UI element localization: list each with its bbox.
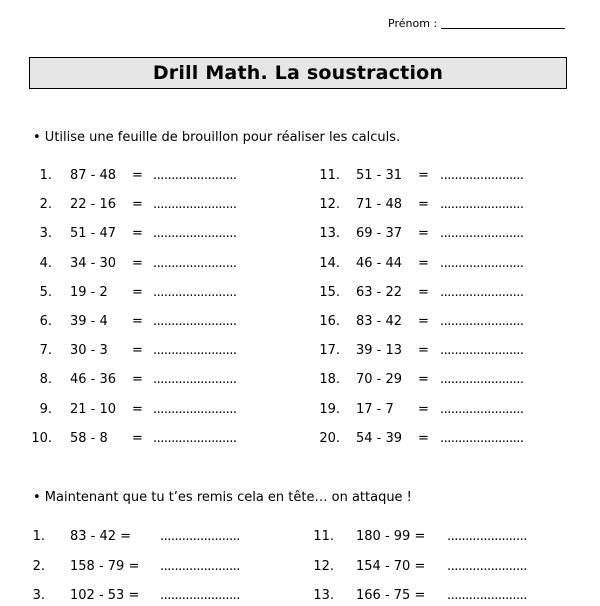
exercise-row xyxy=(0,529,600,547)
exercise-expression: 87 - 48 xyxy=(70,168,117,183)
answer-blank[interactable]: ....................... xyxy=(440,168,524,183)
exercise-number: 19. xyxy=(319,401,340,417)
exercise-expression: 39 - 4 xyxy=(70,314,108,329)
equals-sign: = xyxy=(132,284,143,300)
equals-sign: = xyxy=(418,314,429,329)
answer-blank[interactable]: ....................... xyxy=(153,284,237,300)
equals-sign: = xyxy=(418,372,429,388)
exercise-row xyxy=(0,314,600,332)
exercise-expression: 22 - 16 xyxy=(70,197,117,213)
section1-instruction: • Utilise une feuille de brouillon pour réaliser les calculs. xyxy=(33,130,401,145)
exercise-expression: 166 - 75 = xyxy=(356,588,426,603)
answer-blank[interactable]: ....................... xyxy=(440,197,524,213)
exercise-number: 11. xyxy=(313,529,334,544)
answer-blank[interactable]: ....................... xyxy=(153,372,237,388)
exercise-expression: 158 - 79 = xyxy=(70,558,140,574)
exercise-number: 10. xyxy=(31,430,52,446)
exercise-number: 14. xyxy=(319,255,340,271)
exercise-number: 2. xyxy=(39,197,52,213)
answer-blank[interactable]: ...................... xyxy=(447,558,527,574)
page-title: Drill Math. La soustraction xyxy=(152,62,444,84)
exercise-row xyxy=(0,559,600,577)
equals-sign: = xyxy=(132,226,143,242)
answer-blank[interactable]: ...................... xyxy=(160,529,240,544)
exercise-number: 15. xyxy=(319,284,340,300)
exercise-expression: 83 - 42 xyxy=(356,314,403,329)
answer-blank[interactable]: ....................... xyxy=(440,430,524,446)
exercise-row xyxy=(0,168,600,186)
answer-blank[interactable]: ....................... xyxy=(440,372,524,388)
answer-blank[interactable]: ....................... xyxy=(440,226,524,242)
exercise-expression: 71 - 48 xyxy=(356,197,403,213)
equals-sign: = xyxy=(418,284,429,300)
exercise-row xyxy=(0,343,600,361)
exercise-expression: 46 - 44 xyxy=(356,255,403,271)
exercise-number: 6. xyxy=(39,314,52,329)
exercise-expression: 30 - 3 xyxy=(70,343,108,359)
exercise-expression: 39 - 13 xyxy=(356,343,403,359)
exercise-expression: 46 - 36 xyxy=(70,372,117,388)
exercise-number: 5. xyxy=(39,284,52,300)
answer-blank[interactable]: ...................... xyxy=(160,588,240,603)
answer-blank[interactable]: ...................... xyxy=(160,558,240,574)
answer-blank[interactable]: ....................... xyxy=(440,343,524,359)
exercise-number: 2. xyxy=(32,558,45,574)
exercise-number: 13. xyxy=(313,588,334,603)
answer-blank[interactable]: ....................... xyxy=(153,314,237,329)
answer-blank[interactable]: ....................... xyxy=(153,401,237,417)
answer-blank[interactable]: ....................... xyxy=(153,343,237,359)
exercise-expression: 34 - 30 xyxy=(70,255,117,271)
exercise-expression: 69 - 37 xyxy=(356,226,403,242)
equals-sign: = xyxy=(132,255,143,271)
exercise-number: 11. xyxy=(319,168,340,183)
equals-sign: = xyxy=(132,314,143,329)
equals-sign: = xyxy=(132,168,143,183)
equals-sign: = xyxy=(132,343,143,359)
equals-sign: = xyxy=(132,430,143,446)
exercise-number: 1. xyxy=(32,529,45,544)
equals-sign: = xyxy=(418,255,429,271)
equals-sign: = xyxy=(132,372,143,388)
equals-sign: = xyxy=(418,401,429,417)
exercise-expression: 17 - 7 xyxy=(356,401,394,417)
exercise-expression: 70 - 29 xyxy=(356,372,403,388)
exercise-number: 4. xyxy=(39,255,52,271)
exercise-expression: 63 - 22 xyxy=(356,284,403,300)
exercise-number: 18. xyxy=(319,372,340,388)
exercise-number: 16. xyxy=(319,314,340,329)
exercise-expression: 180 - 99 = xyxy=(356,529,426,544)
answer-blank[interactable]: ...................... xyxy=(447,588,527,603)
prenom-field xyxy=(388,17,565,30)
exercise-number: 12. xyxy=(319,197,340,213)
exercise-row xyxy=(0,431,600,449)
exercise-expression: 19 - 2 xyxy=(70,284,108,300)
section2-instruction: • Maintenant que tu t’es remis cela en tête… on attaque ! xyxy=(33,490,412,505)
exercise-row xyxy=(0,372,600,390)
exercise-number: 12. xyxy=(313,558,334,574)
answer-blank[interactable]: ....................... xyxy=(153,168,237,183)
equals-sign: = xyxy=(132,401,143,417)
exercise-expression: 51 - 47 xyxy=(70,226,117,242)
exercise-row xyxy=(0,226,600,244)
answer-blank[interactable]: ....................... xyxy=(440,255,524,271)
equals-sign: = xyxy=(418,343,429,359)
exercise-expression: 51 - 31 xyxy=(356,168,403,183)
exercise-expression: 102 - 53 = xyxy=(70,588,140,603)
equals-sign: = xyxy=(418,226,429,242)
equals-sign: = xyxy=(418,168,429,183)
equals-sign: = xyxy=(418,197,429,213)
exercise-expression: 83 - 42 = xyxy=(70,529,132,544)
answer-blank[interactable]: ....................... xyxy=(440,401,524,417)
exercise-number: 1. xyxy=(39,168,52,183)
exercise-expression: 54 - 39 xyxy=(356,430,403,446)
equals-sign: = xyxy=(132,197,143,213)
exercise-row xyxy=(0,402,600,420)
exercise-expression: 154 - 70 = xyxy=(356,558,426,574)
exercise-number: 9. xyxy=(39,401,52,417)
exercise-number: 3. xyxy=(32,588,45,603)
exercise-expression: 21 - 10 xyxy=(70,401,117,417)
answer-blank[interactable]: ....................... xyxy=(153,255,237,271)
prenom-label: Prénom : xyxy=(388,17,438,30)
answer-blank[interactable]: ....................... xyxy=(153,226,237,242)
exercise-number: 20. xyxy=(319,430,340,446)
prenom-blank-line[interactable] xyxy=(441,27,565,29)
answer-blank[interactable]: ....................... xyxy=(440,314,524,329)
exercise-number: 13. xyxy=(319,226,340,242)
exercise-expression: 58 - 8 xyxy=(70,430,108,446)
exercise-number: 3. xyxy=(39,226,52,242)
answer-blank[interactable]: ....................... xyxy=(440,284,524,300)
equals-sign: = xyxy=(418,430,429,446)
answer-blank[interactable]: ....................... xyxy=(153,197,237,213)
title-box xyxy=(29,57,567,89)
exercise-number: 17. xyxy=(319,343,340,359)
answer-blank[interactable]: ....................... xyxy=(153,430,237,446)
exercise-row xyxy=(0,197,600,215)
exercise-row xyxy=(0,285,600,303)
exercise-number: 7. xyxy=(39,343,52,359)
exercise-row xyxy=(0,256,600,274)
answer-blank[interactable]: ...................... xyxy=(447,529,527,544)
exercise-row xyxy=(0,588,600,606)
exercise-number: 8. xyxy=(39,372,52,388)
